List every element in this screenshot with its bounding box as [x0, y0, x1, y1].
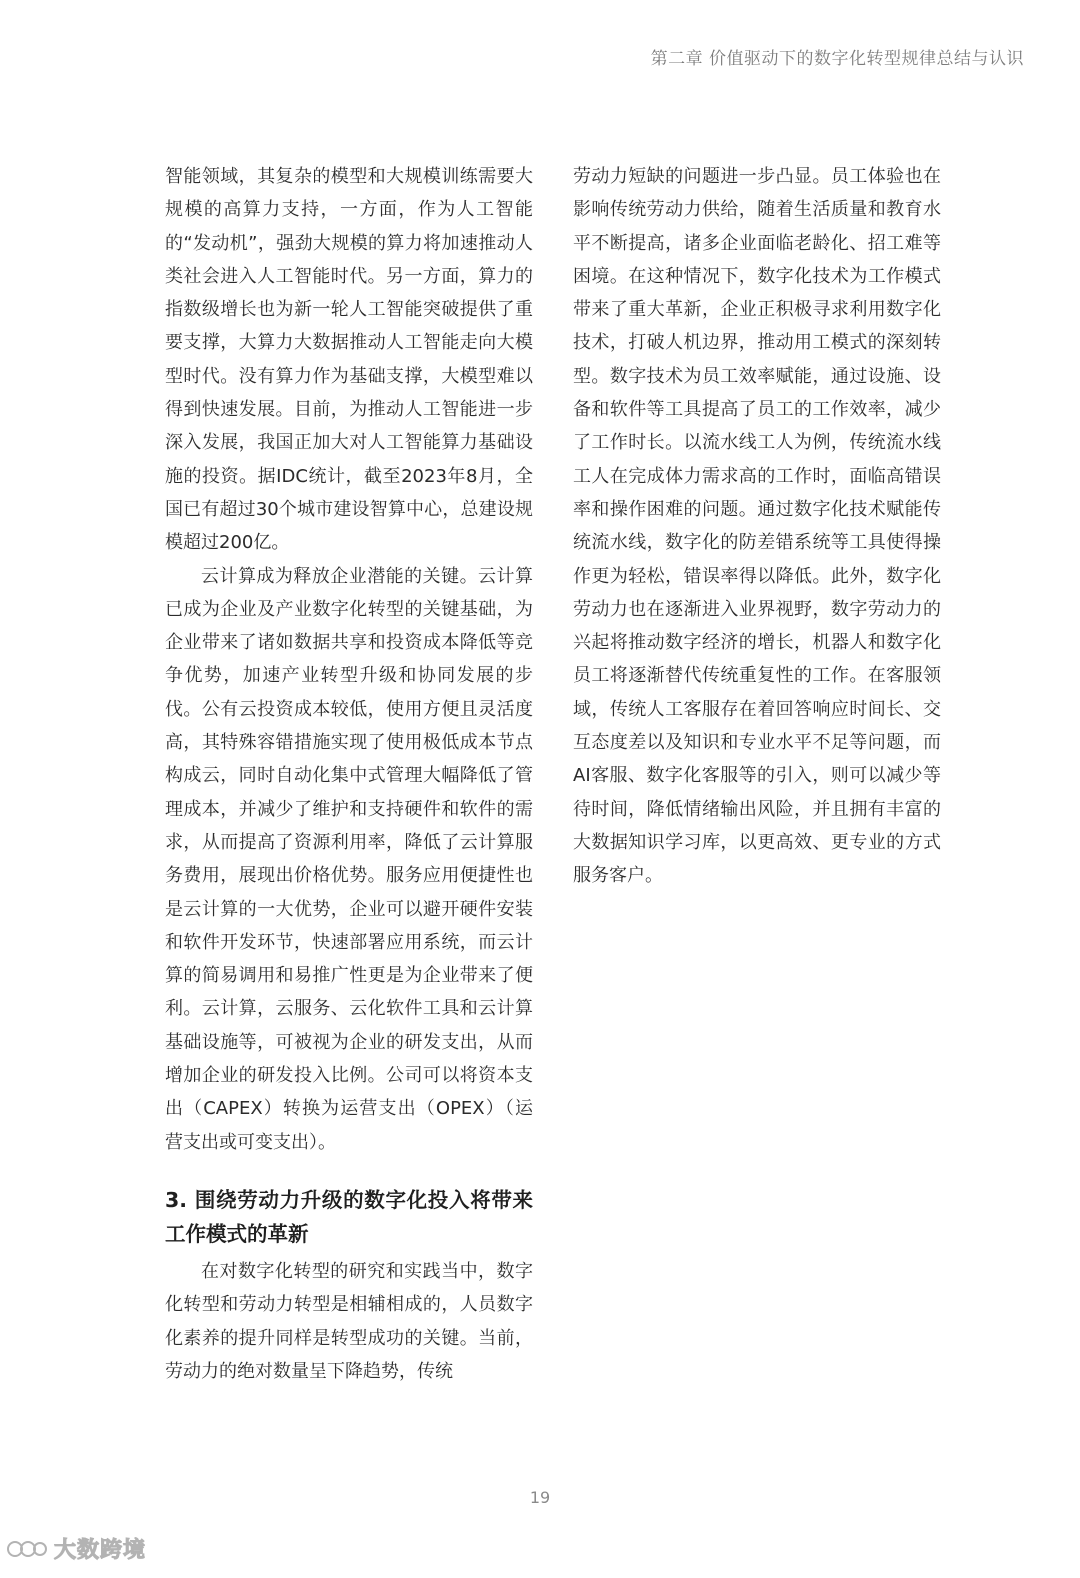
section-heading-workforce: 3. 围绕劳动力升级的数字化投入将带来工作模式的革新: [165, 1187, 533, 1246]
watermark-text: 大数跨境: [54, 1538, 147, 1563]
body-paragraph-cloud-computing: 云计算成为释放企业潜能的关键。云计算已成为企业及产业数字化转型的关键基础，为企业带来了诸如数据共享和投资成本降低等竞争优势，加速产业转型升级和协同发展的步伐。公有云投资成本较低，使用方便且灵活度高，其特殊容错措施实现了使用极低成本节点构成云，同时自动化集中式管理大幅降低了管理成本，并减少了维护和支持硬件和软件的需求，从而提高了资源利用率，降低了云计算服务费用，展现出价格优势。服务应用便捷性也是云计算的一大优势，企业可以避开硬件安装和软件开发环节，快速部署应用系统，而云计算的简易调用和易推广性更是为企业带来了便利。云计算，云服务、云化软件工具和云计算基础设施等，可被视为企业的研发支出，从而增加企业的研发投入比例。公司可以将资本支出（CAPEX）转换为运营支出（OPEX）（运营支出或可变支出）。: [165, 565, 533, 1153]
left-column: [165, 160, 533, 1388]
running-header: 第二章 价值驱动下的数字化转型规律总结与认识: [650, 49, 1024, 69]
body-paragraph-workforce-intro: 在对数字化转型的研究和实践当中，数字化转型和劳动力转型是相辅相成的，人员数字化素养的提升同样是转型成功的关键。当前，劳动力的绝对数量呈下降趋势，传统: [165, 1260, 533, 1382]
watermark: [6, 1533, 146, 1564]
page-number: 19: [529, 1488, 551, 1507]
right-column: [573, 160, 941, 893]
body-paragraph-workforce-continued: 劳动力短缺的问题进一步凸显。员工体验也在影响传统劳动力供给，随着生活质量和教育水平不断提高，诸多企业面临老龄化、招工难等困境。在这种情况下，数字化技术为工作模式带来了重大革新，企业正积极寻求利用数字化技术，打破人机边界，推动用工模式的深刻转型。数字技术为员工效率赋能，通过设施、设备和软件等工具提高了员工的工作效率，减少了工作时长。以流水线工人为例，传统流水线工人在完成体力需求高的工作时，面临高错误率和操作困难的问题。通过数字化技术赋能传统流水线，数字化的防差错系统等工具使得操作更为轻松，错误率得以降低。此外，数字化劳动力也在逐渐进入业界视野，数字劳动力的兴起将推动数字经济的增长，机器人和数字化员工将逐渐替代传统重复性的工作。在客服领域，传统人工客服存在着回答响应时间长、交互态度差以及知识和专业水平不足等问题，而AI客服、数字化客服等的引入，则可以减少等待时间，降低情绪输出风险，并且拥有丰富的大数据知识学习库，以更高效、更专业的方式服务客户。: [573, 166, 941, 887]
body-paragraph-ai-computing: 智能领域，其复杂的模型和大规模训练需要大规模的高算力支持，一方面，作为人工智能的“发动机”，强劲大规模的算力将加速推动人类社会进入人工智能时代。另一方面，算力的指数级增长也为新一轮人工智能突破提供了重要支撑，大算力大数据推动人工智能走向大模型时代。没有算力作为基础支撑，大模型难以得到快速发展。目前，为推动人工智能进一步深入发展，我国正加大对人工智能算力基础设施的投资。据IDC统计，截至2023年8月，全国已有超过30个城市建设智算中心，总建设规模超过200亿。: [165, 166, 533, 554]
watermark-logo-icon: [6, 1536, 48, 1562]
